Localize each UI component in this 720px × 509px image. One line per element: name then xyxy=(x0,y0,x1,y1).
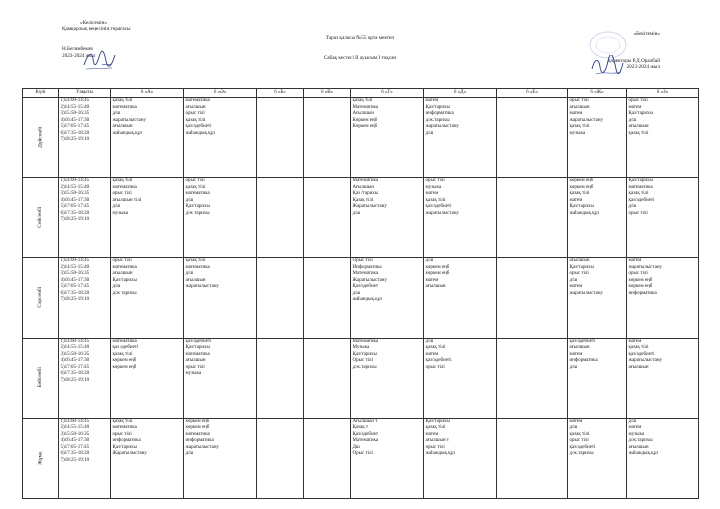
class-cell xyxy=(424,178,497,258)
subject-entry: орыс тілі xyxy=(569,98,589,103)
subject-entry: Қаз/әдебиет xyxy=(352,431,379,437)
subject-entry: матем xyxy=(569,111,583,116)
board-chair-title: Қамқорлық кеңесінің төрағасы xyxy=(62,26,131,33)
subject-entry: Математика xyxy=(352,271,379,277)
subject-entry: Қаз/тарихы xyxy=(112,277,137,283)
time-slot: 4)16:45-17:30 xyxy=(60,438,90,444)
column-header: Күні xyxy=(23,89,59,98)
class-cell xyxy=(351,258,424,338)
subject-entry: матем xyxy=(425,191,439,197)
subject-entry: ағылшын тілі xyxy=(112,197,142,203)
class-cell xyxy=(184,98,257,178)
subject-entry: д/ш xyxy=(185,451,194,457)
subject-entry: Қаз/тарихы xyxy=(569,204,594,210)
subject-entry: Орыс тілі xyxy=(352,258,373,264)
column-header: 6 «Г» xyxy=(351,89,424,98)
right-year: 2023-2024 жыл xyxy=(626,64,660,71)
subject-entry: д/ж.тарихы xyxy=(628,438,653,444)
class-cell xyxy=(304,98,351,178)
class-cell xyxy=(257,178,304,258)
subject-entry: қаз/әдебиеті xyxy=(425,204,452,210)
subject-entry: қазақ тілі xyxy=(628,130,649,136)
time-slot: 7)18:25-19:10 xyxy=(60,457,90,463)
subject-entry: жаһандық.құз xyxy=(569,210,600,216)
subject-entry: д/ш xyxy=(185,271,194,277)
class-cell xyxy=(627,258,699,338)
subject-entry: орыс тілі xyxy=(185,111,205,116)
subject-entry: қазақ тілі xyxy=(628,191,649,197)
subject-entry: Қаз/тарихы xyxy=(352,351,377,357)
subject-entry: д/ш xyxy=(425,258,434,264)
class-cell xyxy=(424,418,497,498)
subject-entry: Информатика xyxy=(352,264,382,270)
subject-entry: ағылшын xyxy=(569,104,590,110)
subject-entry: матем xyxy=(425,431,439,437)
subject-entry: жаратылыстану xyxy=(425,124,460,129)
subject-entry: ағылшын xyxy=(628,444,649,450)
time-slot: 1)14:00-14:45 xyxy=(60,98,90,103)
subject-entry: математика xyxy=(628,184,653,190)
subject-entry: қазақ тілі xyxy=(425,197,446,203)
class-cell xyxy=(351,98,424,178)
subject-entry: математика xyxy=(185,431,210,437)
subject-entry: Көркем еңб xyxy=(352,124,378,129)
subject-entry: орыс тілі xyxy=(185,178,205,184)
subject-entry: орыс тілі xyxy=(112,191,132,197)
subject-entry: математика xyxy=(185,191,210,197)
class-cell xyxy=(627,338,699,418)
subject-entry: Музыка xyxy=(352,345,370,351)
subject-entry: матем xyxy=(628,104,642,110)
subject-entry: көркем еңб xyxy=(425,271,450,277)
time-slot: 7)18:25-19:10 xyxy=(60,377,90,383)
table-row xyxy=(23,98,699,178)
subject-entry: қаз әдебиеті xyxy=(112,345,139,351)
subject-entry: Ағылшын xyxy=(352,111,374,116)
time-slot: 1)14:00-14:45 xyxy=(60,418,90,424)
subject-entry: қаз/әдебиеті xyxy=(185,338,212,344)
time-slot: 5)17:05-17:45 xyxy=(60,124,90,129)
class-cell xyxy=(111,98,184,178)
subject-entry: Қаз/тарихы xyxy=(425,104,450,110)
time-slot: 2)14:55-15:40 xyxy=(60,264,90,270)
subject-entry: қазақ тілі xyxy=(112,98,133,103)
time-slot: 2)14:55-15:40 xyxy=(60,184,90,190)
table-row xyxy=(23,338,699,418)
time-slot: 3)15:50-16:35 xyxy=(60,191,90,197)
class-cell xyxy=(627,418,699,498)
time-slot: 5)17:05-17:45 xyxy=(60,364,90,370)
table-row xyxy=(23,178,699,258)
subject-entry: ағылшын xyxy=(569,345,590,351)
class-cell xyxy=(351,178,424,258)
subject-entry: д/ш xyxy=(112,284,121,290)
subject-entry: матем xyxy=(569,197,583,203)
subject-entry: ағылшын xyxy=(628,364,649,370)
subject-entry: д/ш xyxy=(425,338,434,344)
subject-entry: Математика xyxy=(352,178,379,184)
subject-entry: жаратылыстану xyxy=(185,444,220,450)
column-header: 6 «А» xyxy=(111,89,184,98)
subject-entry: матем xyxy=(569,418,583,424)
subject-entry: информатика xyxy=(425,111,454,116)
subject-entry: жаратылыстану xyxy=(112,117,147,123)
subject-entry: математика xyxy=(112,264,137,270)
subject-entry: д/ш xyxy=(628,117,637,123)
subject-entry: д/ш xyxy=(628,418,637,424)
time-cell xyxy=(59,178,111,258)
subject-entry: ағылшын xyxy=(185,277,206,283)
class-cell xyxy=(111,338,184,418)
day-label: Дүйсенбі xyxy=(37,126,44,148)
time-slot: 2)14:55-15:40 xyxy=(60,425,90,431)
subject-entry: музыка xyxy=(185,371,202,377)
subject-entry: қазақ тілі xyxy=(352,98,373,103)
subject-entry: д/ш xyxy=(628,204,637,210)
subject-entry: орыс тілі xyxy=(628,271,648,277)
subject-entry: ағылшын xyxy=(185,358,206,364)
subject-entry: орыс тілі xyxy=(185,364,205,370)
class-cell xyxy=(184,338,257,418)
subject-entry: д/ж.тарихы xyxy=(352,364,377,370)
subject-entry: қазақ тілі xyxy=(569,431,590,437)
subject-entry: музыка xyxy=(628,431,645,437)
left-year: 2023-2024 жыл xyxy=(62,52,96,59)
subject-entry: жаратылыстану xyxy=(628,264,663,270)
subject-entry: д/ш xyxy=(569,425,578,431)
subject-entry: жаратылыстану xyxy=(569,117,604,123)
handwritten-signature-left xyxy=(82,49,116,71)
class-cell xyxy=(568,178,627,258)
subject-entry: қазақ тілі xyxy=(425,425,446,431)
subject-entry: орыс тілі xyxy=(112,258,132,264)
subject-entry: д/ж.тарихы xyxy=(425,117,450,123)
column-header: 6 «В» xyxy=(304,89,351,98)
subject-entry: математика xyxy=(112,104,137,110)
subject-entry: Қазақ тілі xyxy=(352,197,374,203)
subject-entry: Қаз/тарихы xyxy=(569,264,594,270)
subject-entry: көркем еңб xyxy=(112,358,137,364)
subject-entry: орыс тілі xyxy=(425,364,445,370)
class-cell xyxy=(304,338,351,418)
time-cell xyxy=(59,98,111,178)
day-cell xyxy=(23,98,59,178)
schedule-title: Сабақ кестесі II ауысым I тоқсан xyxy=(323,55,397,62)
subject-entry: ағылшын xyxy=(569,258,590,264)
subject-entry: көркем еңб xyxy=(112,364,137,370)
time-slot: 7)18:25-19:10 xyxy=(60,297,90,303)
subject-entry: математика xyxy=(185,351,210,357)
subject-entry: жаратылыстану xyxy=(569,290,604,296)
subject-entry: математика xyxy=(112,425,137,431)
class-cell xyxy=(304,258,351,338)
subject-entry: матем xyxy=(628,338,642,344)
subject-entry: Орыс тілі xyxy=(352,358,373,364)
subject-entry: музыка xyxy=(112,210,129,216)
subject-entry: ағылшын xyxy=(628,124,649,129)
subject-entry: Жаратылыстану xyxy=(352,204,387,210)
subject-entry: Ағылшын т xyxy=(352,418,378,424)
subject-entry: матем xyxy=(628,258,642,264)
class-cell xyxy=(351,418,424,498)
subject-entry: д/ш xyxy=(569,277,578,283)
subject-entry: информатика xyxy=(628,290,657,296)
subject-entry: ағылшын xyxy=(112,271,133,277)
time-slot: 1)14:00-14:45 xyxy=(60,338,90,344)
class-cell xyxy=(424,258,497,338)
column-header: Уақыты xyxy=(59,89,111,98)
subject-entry: қазақ тілі xyxy=(628,345,649,351)
class-cell xyxy=(497,258,568,338)
time-slot: 6)17:35-18:20 xyxy=(60,371,90,377)
subject-entry: қаз/әдебиеті xyxy=(425,358,452,364)
class-cell xyxy=(184,258,257,338)
subject-entry: қазақ тілі xyxy=(112,418,133,424)
column-header: 6 «Д» xyxy=(424,89,497,98)
class-cell xyxy=(111,258,184,338)
subject-entry: жаратылыстану xyxy=(185,284,220,290)
subject-entry: көркем еңб xyxy=(569,178,594,184)
subject-entry: Орыс тілі xyxy=(352,451,373,457)
subject-entry: Қаз /тарихы xyxy=(352,191,379,197)
day-label: Сәрсенбі xyxy=(37,287,44,308)
subject-entry: математика xyxy=(112,184,137,190)
time-slot: 4)16:45-17:30 xyxy=(60,277,90,283)
subject-entry: д/ж тарихы xyxy=(112,290,137,296)
day-label: Сейсенбі xyxy=(37,206,44,228)
time-cell xyxy=(59,338,111,418)
subject-entry: д/ш xyxy=(112,111,121,116)
class-cell xyxy=(568,98,627,178)
subject-entry: Математика xyxy=(352,438,379,444)
day-cell xyxy=(23,258,59,338)
subject-entry: орыс тілі xyxy=(425,178,445,184)
subject-entry: көркем еңб xyxy=(628,277,653,283)
class-cell xyxy=(627,178,699,258)
subject-entry: орыс тілі xyxy=(628,98,648,103)
subject-entry: көркем еңб xyxy=(425,264,450,270)
subject-entry: Қаз/тарихы xyxy=(628,111,653,116)
time-slot: 7)18:25-19:10 xyxy=(60,137,90,142)
column-header: 6 «Б» xyxy=(257,89,304,98)
subject-entry: д/ш xyxy=(112,204,121,210)
class-cell xyxy=(351,338,424,418)
subject-entry: Қаз/тарихы xyxy=(185,204,210,210)
subject-entry: д/ш xyxy=(352,210,361,216)
class-cell xyxy=(497,98,568,178)
subject-entry: матем xyxy=(425,98,439,103)
time-slot: 6)17:35-18:20 xyxy=(60,130,90,136)
school-name: Тараз қаласы №55 орта мектеп xyxy=(325,35,395,41)
table-header-row xyxy=(23,89,699,98)
class-cell xyxy=(257,98,304,178)
class-cell xyxy=(568,258,627,338)
subject-entry: информатика xyxy=(569,358,598,364)
class-cell xyxy=(184,418,257,498)
subject-entry: қазақ тілі xyxy=(185,258,206,264)
subject-entry: орыс тілі xyxy=(112,431,132,437)
subject-entry: Қаз/тарихы xyxy=(185,345,210,351)
time-slot: 3)15:50-16:35 xyxy=(60,271,90,277)
director-name: директоры Р.Д.Оралбай xyxy=(607,58,660,65)
subject-entry: қазақ тілі xyxy=(112,351,133,357)
subject-entry: Көркем еңб xyxy=(352,117,378,123)
subject-entry: музыка xyxy=(425,184,442,190)
subject-entry: Қазақ т xyxy=(352,425,369,431)
subject-entry: Қаз/тарихы xyxy=(425,418,450,424)
time-cell xyxy=(59,418,111,498)
subject-entry: матем xyxy=(425,351,439,357)
subject-entry: ағылшын т xyxy=(425,438,449,444)
subject-entry: қаз/әдебиеті xyxy=(185,124,212,129)
subject-entry: математика xyxy=(112,338,137,344)
subject-entry: қаз/әдебиеті xyxy=(569,338,596,344)
subject-entry: көркем еңб xyxy=(185,425,210,431)
class-cell xyxy=(497,178,568,258)
subject-entry: д/ш xyxy=(425,130,434,136)
subject-entry: матем xyxy=(569,351,583,357)
subject-entry: орыс тілі xyxy=(628,210,648,216)
day-cell xyxy=(23,178,59,258)
subject-entry: жаратылыстану xyxy=(425,210,460,216)
subject-entry: математика xyxy=(185,98,210,103)
subject-entry: д/ш xyxy=(185,197,194,203)
day-cell xyxy=(23,418,59,498)
column-header: 6 «Е» xyxy=(497,89,568,98)
schedule-table xyxy=(22,88,699,499)
subject-entry: жаратылыстану xyxy=(628,358,663,364)
subject-entry: ағылшын xyxy=(185,104,206,110)
subject-entry: Қаз/тарихы xyxy=(628,178,653,184)
approved-title: «Бекітемін» xyxy=(633,31,660,37)
class-cell xyxy=(424,98,497,178)
subject-entry: Қаз/тарихы xyxy=(112,444,137,450)
subject-entry: музыка xyxy=(569,130,586,136)
column-header: 6 «З» xyxy=(627,89,699,98)
time-cell xyxy=(59,258,111,338)
table-row xyxy=(23,418,699,498)
subject-entry: қаз/әдебиеті xyxy=(628,351,655,357)
subject-entry: Жаратылыстану xyxy=(352,277,387,283)
class-cell xyxy=(568,338,627,418)
handwritten-signature-right xyxy=(590,55,624,77)
table-row xyxy=(23,258,699,338)
subject-entry: Қаз/әдебиет xyxy=(352,284,379,290)
time-slot: 2)14:55-15:40 xyxy=(60,345,90,351)
subject-entry: орыс тілі xyxy=(569,438,589,444)
column-header: 6 «Ж» xyxy=(568,89,627,98)
subject-entry: ағылшын xyxy=(425,284,446,290)
subject-entry: қаз/әдебиеті xyxy=(628,197,655,203)
subject-entry: Ағылшын xyxy=(352,184,374,190)
subject-entry: қазақ тілі xyxy=(425,345,446,351)
subject-entry: жаһандық.құз xyxy=(628,451,659,457)
time-slot: 4)16:45-17:30 xyxy=(60,117,90,123)
class-cell xyxy=(111,178,184,258)
time-slot: 3)15:50-16:35 xyxy=(60,431,90,437)
time-slot: 6)17:35-18:20 xyxy=(60,451,90,457)
agreed-title: «Келісемін» xyxy=(80,20,107,26)
time-slot: 3)15:50-16:35 xyxy=(60,111,90,116)
subject-entry: көркем еңб xyxy=(569,184,594,190)
subject-entry: жаһандық.құз xyxy=(185,130,216,136)
class-cell xyxy=(627,98,699,178)
subject-entry: д/ж тарихы xyxy=(185,210,210,216)
subject-entry: информатика xyxy=(112,438,141,444)
subject-entry: жаһандық.құз xyxy=(352,297,383,303)
class-cell xyxy=(568,418,627,498)
time-slot: 4)16:45-17:30 xyxy=(60,197,90,203)
column-header: 6 «Ә» xyxy=(184,89,257,98)
class-cell xyxy=(304,418,351,498)
subject-entry: жаһандық.құз xyxy=(112,130,143,136)
subject-entry: д/ж.тарихы xyxy=(569,451,594,457)
time-slot: 4)16:45-17:30 xyxy=(60,358,90,364)
chair-name: Н.Бегимбеков xyxy=(62,46,93,53)
day-cell xyxy=(23,338,59,418)
subject-entry: қаз/әдебиеті xyxy=(569,444,596,450)
subject-entry: ағылшын xyxy=(112,124,133,129)
day-label: Бейсенбі xyxy=(37,367,44,388)
subject-entry: көркем еңб xyxy=(628,284,653,290)
subject-entry: информатика xyxy=(185,438,214,444)
subject-entry: қазақ тілі xyxy=(185,117,206,123)
time-slot: 3)15:50-16:35 xyxy=(60,351,90,357)
subject-entry: қазақ тілі xyxy=(569,191,590,197)
class-cell xyxy=(304,178,351,258)
subject-entry: көркем еңб xyxy=(185,418,210,424)
subject-entry: Дш xyxy=(352,444,360,450)
subject-entry: матем xyxy=(569,284,583,290)
subject-entry: орыс тілі xyxy=(425,444,445,450)
subject-entry: Жаратылыстану xyxy=(112,451,147,457)
time-slot: 1)14:00-14:45 xyxy=(60,258,90,264)
subject-entry: Математика xyxy=(352,338,379,344)
subject-entry: д/ш xyxy=(569,364,578,370)
subject-entry: жаһандық.құз xyxy=(425,451,456,457)
time-slot: 7)18:25-19:10 xyxy=(60,217,90,223)
class-cell xyxy=(257,418,304,498)
subject-entry: орыс тілі xyxy=(569,271,589,277)
class-cell xyxy=(257,338,304,418)
subject-entry: Математика xyxy=(352,104,379,110)
subject-entry: д/ш xyxy=(352,290,361,296)
class-cell xyxy=(184,178,257,258)
subject-entry: қазақ тілі xyxy=(112,178,133,184)
time-slot: 2)14:55-15:40 xyxy=(60,104,90,110)
class-cell xyxy=(111,418,184,498)
subject-entry: математика xyxy=(185,264,210,270)
class-cell xyxy=(257,258,304,338)
class-cell xyxy=(424,338,497,418)
class-cell xyxy=(497,418,568,498)
subject-entry: матем xyxy=(425,277,439,283)
time-slot: 5)17:05-17:45 xyxy=(60,204,90,210)
time-slot: 5)17:05-17:45 xyxy=(60,284,90,290)
subject-entry: матем xyxy=(628,425,642,431)
subject-entry: қазақ тілі xyxy=(185,184,206,190)
day-label: Жұма xyxy=(37,451,44,465)
time-slot: 5)17:05-17:45 xyxy=(60,444,90,450)
class-cell xyxy=(497,338,568,418)
subject-entry: қазақ тілі xyxy=(569,124,590,129)
time-slot: 6)17:35-18:20 xyxy=(60,210,90,216)
time-slot: 6)17:35-18:20 xyxy=(60,290,90,296)
time-slot: 1)14:00-14:45 xyxy=(60,178,90,184)
